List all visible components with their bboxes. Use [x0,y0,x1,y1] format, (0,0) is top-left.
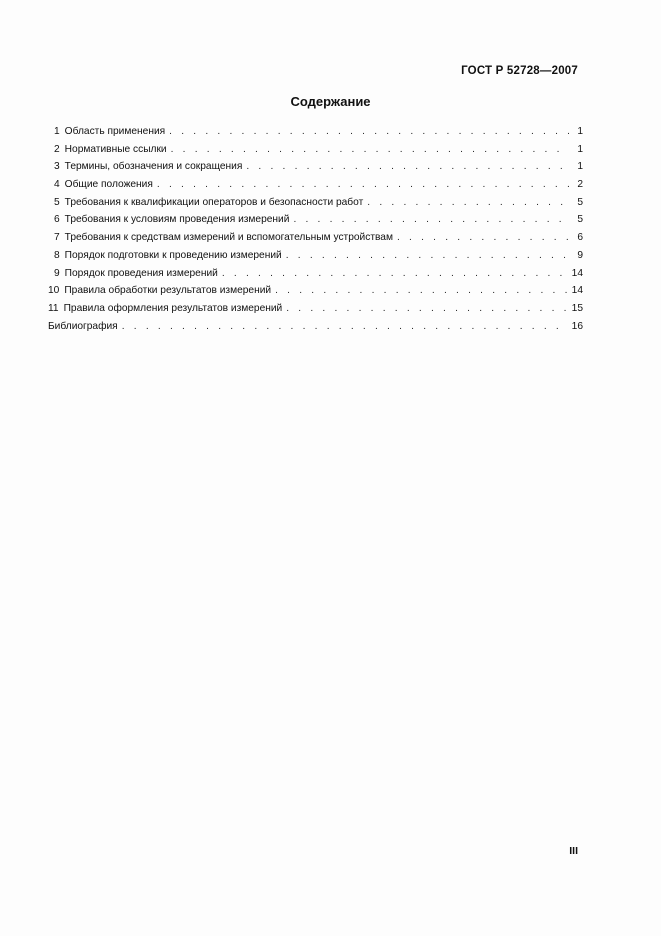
toc-entry-page: 5 [577,214,583,226]
toc-leader-dots [122,318,568,336]
toc-entry-page: 6 [577,232,583,244]
toc-entry-bibliography[interactable] [48,318,583,336]
toc-leader-dots [169,123,569,141]
toc-entry[interactable] [48,211,583,229]
toc-entry-number: 1 [54,126,60,137]
toc-entry[interactable] [48,229,583,247]
toc-entry-page: 1 [577,143,583,155]
toc-entry[interactable] [48,247,583,265]
toc-entry-page: 2 [577,179,583,191]
toc-entry-title: Порядок подготовки к проведению измерений [64,249,282,261]
toc-leader-dots [286,247,569,265]
toc-entry-title: Область применения [64,126,166,137]
toc-entry-title: Требования к квалификации операторов и безопасности работ [64,196,364,208]
toc-entry-number: 11 [48,302,59,314]
toc-entry[interactable] [48,282,583,300]
toc-entry-title: Правила обработки результатов измерений [64,285,272,297]
toc-entry-title: Порядок проведения измерений [64,267,218,279]
toc-leader-dots [157,176,569,194]
toc-entry[interactable] [48,176,583,194]
toc-entry-title: Требования к условиям проведения измерений [64,214,290,226]
toc-entry-page: 16 [571,320,583,332]
toc-entry-page: 1 [577,126,583,137]
toc-entry-page: 1 [577,161,583,173]
toc-entry-title: Правила оформления результатов измерений [63,302,283,314]
toc-entry-number: 3 [54,161,60,173]
toc-leader-dots [246,158,569,176]
toc-entry-number: 7 [54,232,60,244]
toc-entry-number: 5 [54,196,60,208]
toc-leader-dots [222,265,568,283]
toc-entry[interactable] [48,158,583,176]
toc-leader-dots [367,194,569,212]
toc-entry[interactable] [48,194,583,212]
document-code: ГОСТ Р 52728—2007 [461,65,578,77]
toc-entry-number: 6 [54,214,60,226]
toc-entry-page: 14 [571,285,583,297]
toc-entry[interactable] [48,123,583,141]
toc-entry-title: Термины, обозначения и сокращения [64,161,243,173]
table-of-contents [48,123,583,335]
toc-entry[interactable] [48,265,583,283]
toc-entry-number: 10 [48,285,60,297]
toc-leader-dots [293,211,569,229]
toc-entry-number: 2 [54,143,60,155]
toc-entry-page: 15 [571,302,583,314]
toc-leader-dots [171,141,569,159]
toc-entry[interactable] [48,141,583,159]
toc-entry-number: 8 [54,249,60,261]
page-number: III [569,845,578,857]
toc-leader-dots [286,300,567,318]
toc-entry-title: Общие положения [64,179,153,191]
toc-entry-number: 9 [54,267,60,279]
toc-entry-page: 5 [577,196,583,208]
toc-entry-title: Нормативные ссылки [64,143,167,155]
toc-entry-title: Библиография [48,320,118,332]
toc-title: Содержание [290,94,371,109]
toc-entry-page: 9 [577,249,583,261]
toc-entry-title: Требования к средствам измерений и вспомогательным устройствам [64,232,393,244]
toc-entry[interactable] [48,300,583,318]
toc-leader-dots [397,229,569,247]
toc-entry-page: 14 [571,267,583,279]
toc-entry-number: 4 [54,179,60,191]
toc-leader-dots [275,282,568,300]
